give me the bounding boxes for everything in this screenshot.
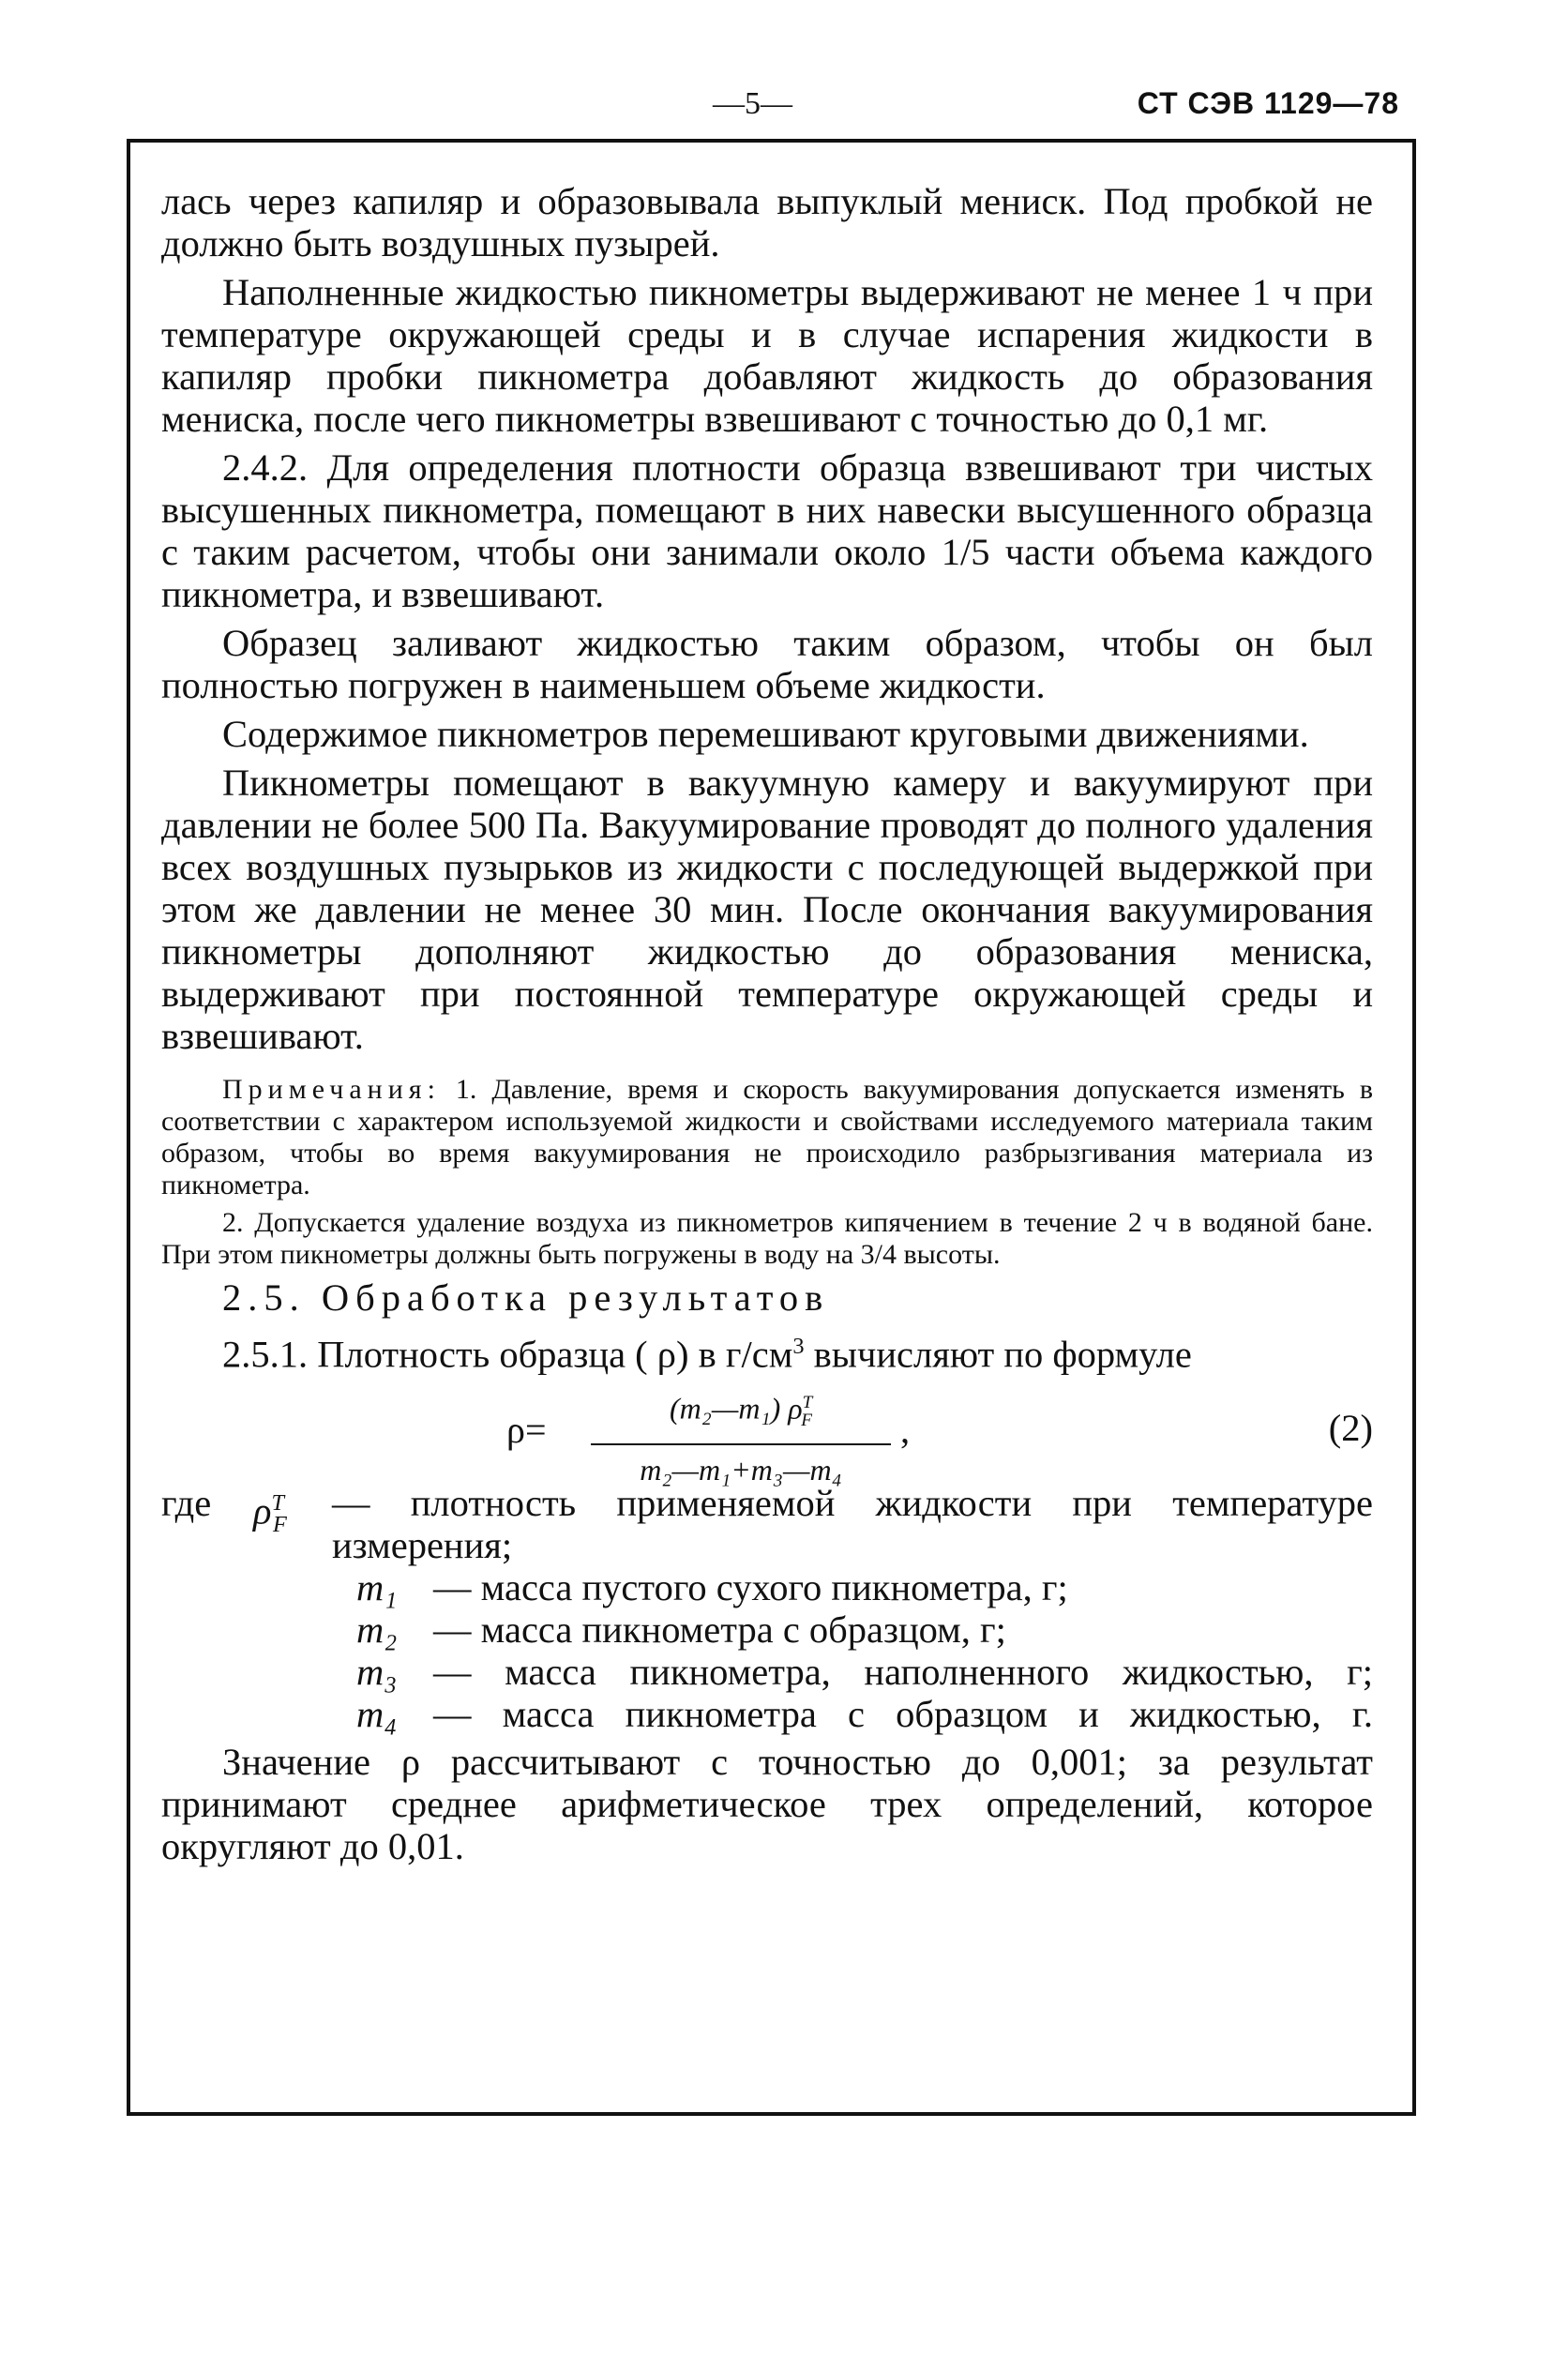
formula-lhs: ρ= [506, 1408, 547, 1451]
standard-code: СТ СЭВ 1129—78 [1137, 86, 1399, 120]
document-body [161, 180, 1373, 1874]
paragraph-8: Значение ρ рассчитывают с точностью до 0,001; за результат принимают среднее арифметическое трех определений, которое округляют до 0,01. [161, 1740, 1373, 1867]
paragraph-6: Пикнометры помещают в вакуумную камеру и вакуумируют при давлении не более 500 Па. Вакуумирование проводят до полного удаления всех воздушных пузырьков из жидкости с последующей выдержкой при этом же давлении не менее 30 мин. После окончания вакуумирования пикнометры дополняют жидкостью до образования мениска, выдерживают при постоянной температуре окружающей среды и взвешивают. [161, 762, 1373, 1057]
paragraph-3: 2.4.2. Для определения плотности образца взвешивают три чистых высушенных пикнометра, помещают в них навески высушенного образца с таким расчетом, чтобы они занимали около 1/5 части объема каждого пикнометра, и взвешивают. [161, 446, 1373, 615]
formula-numerator: (m₂—m₁) $\rho^T_F$ [670, 1391, 813, 1430]
paragraph-4: Образец заливают жидкостью таким образом, чтобы он был полностью погружен в наименьшем объеме жидкости. [161, 622, 1373, 706]
paragraph-7-sup: 3 [792, 1334, 805, 1359]
page-header [0, 86, 1568, 143]
definitions-list [161, 1482, 1373, 1735]
density-formula [506, 1384, 957, 1487]
definition-symbol: m₁ [356, 1565, 398, 1608]
note-1-text: 1. Давление, время и скорость вакуумирования допускается изменять в соответствии с характером используемой жидкости и свойствами исследуемого материала таким образом, чтобы во время вакуумирования не происходило разбрызгивания материала из пикнометра. [161, 1074, 1373, 1200]
formula-fraction [591, 1384, 891, 1488]
note-label: Примечания: [222, 1074, 441, 1105]
formula-comma: , [900, 1408, 911, 1451]
definition-1 [161, 1566, 1373, 1608]
equation-number: (2) [1328, 1406, 1373, 1449]
definition-text: — масса пикнометра с образцом и жидкостью, г. [433, 1692, 1373, 1735]
definition-text: — плотность применяемой жидкости при температуре измерения; [332, 1481, 1373, 1566]
where-word: где [161, 1481, 212, 1524]
definition-text: — масса пикнометра, наполненного жидкостью, г; [433, 1650, 1373, 1693]
definition-text: — масса пустого сухого пикнометра, г; [433, 1565, 1068, 1608]
definition-symbol: $\rho^T_F$ [253, 1489, 287, 1538]
definition-2 [161, 1608, 1373, 1651]
paragraph-7-a: 2.5.1. Плотность образца ( ρ) в г/см [222, 1333, 793, 1376]
paragraph-1: лась через капиляр и образовывала выпуклый мениск. Под пробкой не должно быть воздушных пузырей. [161, 180, 1373, 264]
paragraph-7-b: вычисляют по формуле [804, 1333, 1192, 1376]
definition-symbol: m₃ [356, 1650, 398, 1693]
definition-3 [161, 1651, 1373, 1693]
definition-text: — масса пикнометра с образцом, г; [433, 1608, 1006, 1651]
definition-0 [161, 1481, 1373, 1566]
page-number: —5— [713, 86, 792, 121]
formula-denominator: m₂—m₁+m₃—m₄ [640, 1452, 842, 1487]
definition-symbol: m₄ [356, 1692, 398, 1735]
paragraph-2: Наполненные жидкостью пикнометры выдерживают не менее 1 ч при температуре окружающей среды и в случае испарения жидкости в капиляр пробки пикнометра добавляют жидкость до образования мениска, после чего пикнометры взвешивают с точностью до 0,1 мг. [161, 271, 1373, 440]
fraction-bar [591, 1443, 891, 1445]
paragraph-5: Содержимое пикнометров перемешивают круговыми движениями. [222, 713, 1309, 755]
note-2: 2. Допускается удаление воздуха из пикнометров кипячением в течение 2 ч в водяной бане. При этом пикнометры должны быть погружены в воду на 3/4 высоты. [161, 1207, 1373, 1270]
paragraph-7 [161, 1325, 1373, 1376]
section-title: 2.5. Обработка результатов [222, 1276, 830, 1319]
definition-symbol: m₂ [356, 1608, 398, 1651]
formula-row [161, 1382, 1373, 1487]
note-1 [161, 1074, 1373, 1201]
definition-4 [161, 1693, 1373, 1735]
